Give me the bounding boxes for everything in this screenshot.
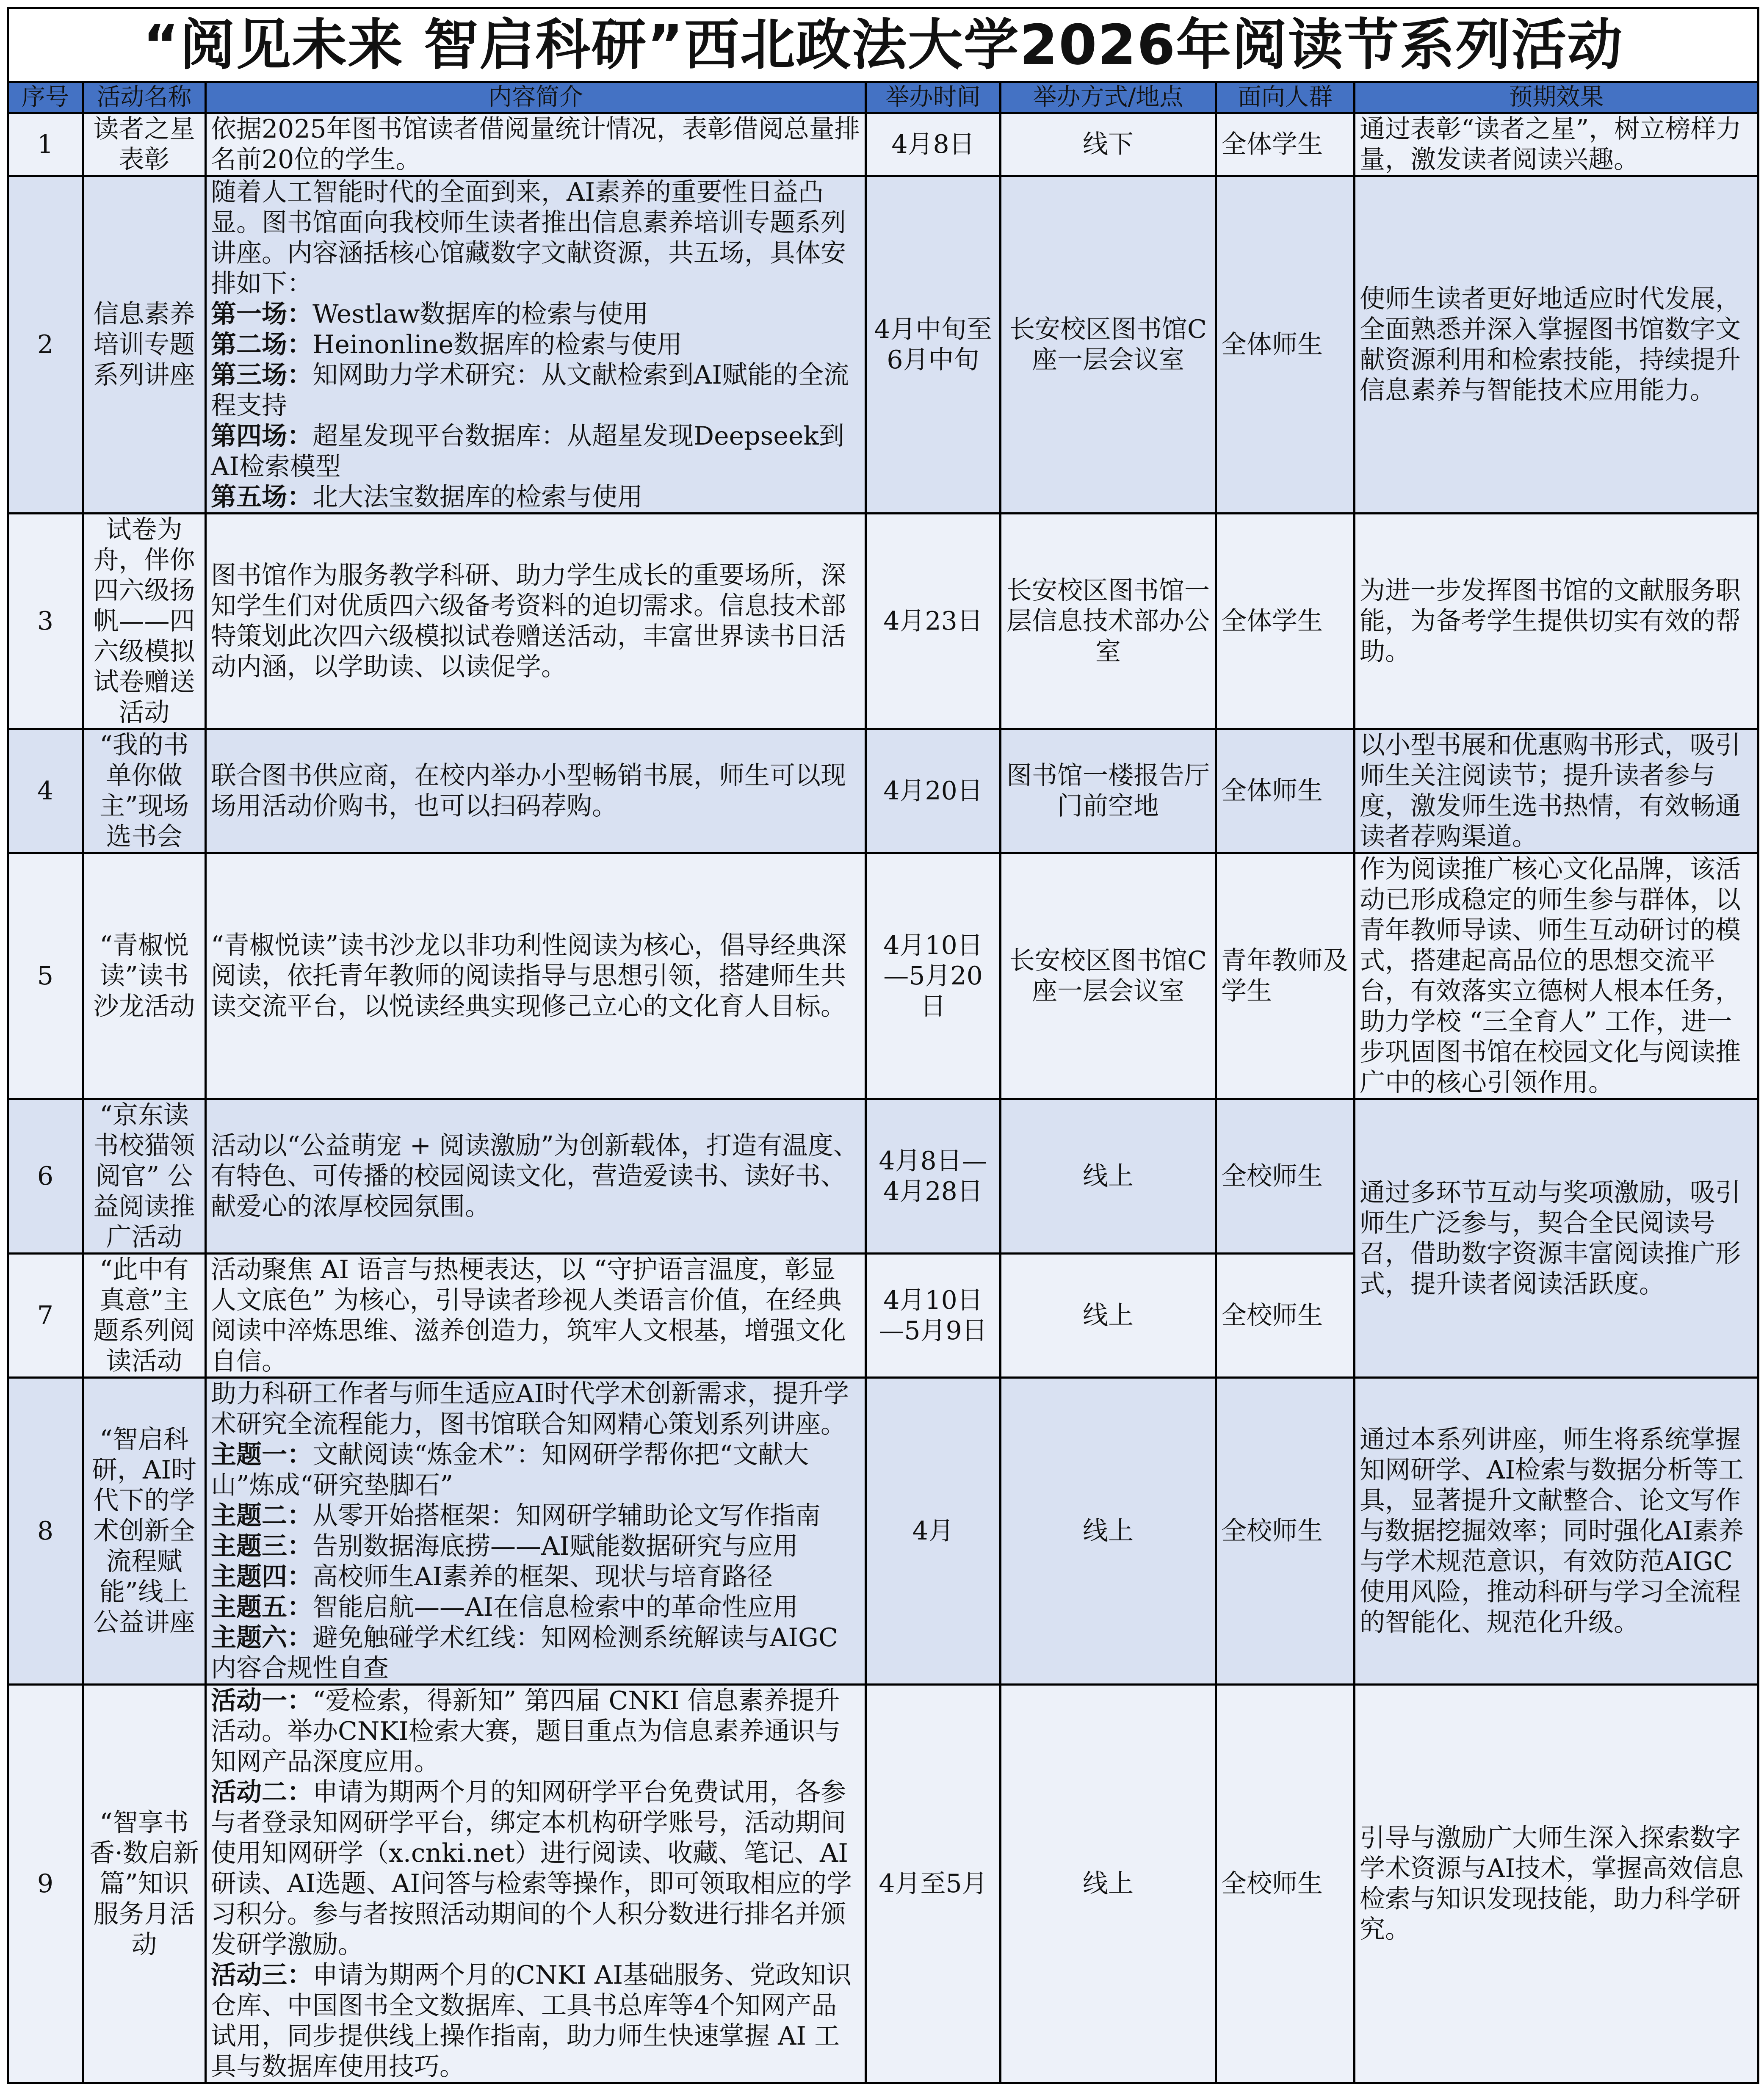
activity-audience: 全校师生 [1216,1254,1355,1378]
content-label: 第三场： [211,360,312,390]
content-paragraph [211,1255,860,1376]
col-header-effect: 预期效果 [1355,82,1758,113]
content-paragraph [211,421,860,482]
content-text: 高校师生AI素养的框架、现状与培育路径 [312,1562,773,1592]
row-number: 8 [8,1378,83,1685]
content-paragraph [211,1777,860,1960]
activity-name: “我的书单你做主”现场选书会 [83,729,206,853]
content-label: 主题三： [211,1531,312,1561]
activity-time: 4月 [866,1378,1001,1685]
table-row [8,729,1758,853]
activity-content [206,1685,866,2083]
activity-content [206,514,866,729]
row-number: 4 [8,729,83,853]
activity-time: 4月中旬至6月中旬 [866,176,1001,514]
row-number: 9 [8,1685,83,2083]
content-text: 活动以“公益萌宠 + 阅读激励”为创新载体，打造有温度、有特色、可传播的校园阅读文化，营造爱读书、读好书、献爱心的浓厚校园氛围。 [211,1131,859,1222]
content-paragraph [211,1592,860,1622]
expected-effect: 为进一步发挥图书馆的文献服务职能，为备考学生提供切实有效的帮助。 [1355,514,1758,729]
activity-audience: 全校师生 [1216,1685,1355,2083]
content-paragraph [211,177,860,299]
activity-time: 4月至5月 [866,1685,1001,2083]
content-paragraph [211,329,860,360]
activity-time: 4月10日—5月20日 [866,853,1001,1099]
content-text: “爱检索，得新知” 第四届 CNKI 信息素养提升活动。举办CNKI检索大赛，题目重点为信息素养通识与知网产品深度应用。 [211,1686,841,1777]
content-text: 活动聚焦 AI 语言与热梗表达，以 “守护语言温度，彰显人文底色” 为核心，引导读者珍视人类语言价值，在经典阅读中淬炼思维、滋养创造力，筑牢人文根基，增强文化自信。 [211,1255,846,1376]
row-number: 7 [8,1254,83,1378]
content-text: 联合图书供应商，在校内举办小型畅销书展，师生可以现场用活动价购书，也可以扫码荐购。 [211,761,846,821]
activity-table [7,7,1759,2084]
content-text: Heinonline数据库的检索与使用 [312,330,682,359]
content-label: 活动一： [211,1686,312,1716]
activity-content [206,1254,866,1378]
activity-content [206,1099,866,1254]
row-number: 1 [8,113,83,176]
content-paragraph [211,1440,860,1501]
activity-name: 信息素养培训专题系列讲座 [83,176,206,514]
content-label: 活动二： [211,1777,312,1807]
activity-content [206,113,866,176]
content-paragraph [211,1622,860,1683]
activity-audience: 全体学生 [1216,514,1355,729]
content-text: 从零开始搭框架：知网研学辅助论文写作指南 [312,1501,821,1531]
table-row [8,1378,1758,1685]
activity-audience: 全校师生 [1216,1099,1355,1254]
content-label: 主题五： [211,1592,312,1622]
activity-place: 长安校区图书馆C座一层会议室 [1001,853,1216,1099]
content-paragraph [211,1960,860,2082]
content-label: 主题六： [211,1623,312,1653]
col-header-no: 序号 [8,82,83,113]
col-header-content: 内容简介 [206,82,866,113]
content-paragraph [211,560,860,682]
header-row [8,82,1758,113]
activity-audience: 全校师生 [1216,1378,1355,1685]
content-label: 第四场： [211,421,312,451]
activity-time: 4月8日 [866,113,1001,176]
activity-content [206,729,866,853]
activity-name: 读者之星表彰 [83,113,206,176]
activity-content [206,853,866,1099]
activity-name: 试卷为舟，伴你四六级扬帆——四六级模拟试卷赠送活动 [83,514,206,729]
activity-place: 线上 [1001,1685,1216,2083]
activity-audience: 全体学生 [1216,113,1355,176]
expected-effect: 使师生读者更好地适应时代发展，全面熟悉并深入掌握图书馆数字文献资源利用和检索技能，持续提升信息素养与智能技术应用能力。 [1355,176,1758,514]
content-text: 告别数据海底捞——AI赋能数据研究与应用 [312,1531,799,1561]
page-title: “阅见未来 智启科研”西北政法大学2026年阅读节系列活动 [8,8,1758,82]
col-header-time: 举办时间 [866,82,1001,113]
content-label: 主题二： [211,1501,312,1531]
expected-effect: 通过表彰“读者之星”，树立榜样力量，激发读者阅读兴趣。 [1355,113,1758,176]
table-row [8,113,1758,176]
content-text: 申请为期两个月的CNKI AI基础服务、党政知识仓库、中国图书全文数据库、工具书总库等4个知网产品试用，同步提供线上操作指南，助力师生快速掌握 AI 工具与数据库使用技巧。 [211,1960,852,2081]
content-paragraph [211,1379,860,1440]
content-label: 主题一： [211,1440,312,1470]
content-text: “青椒悦读”读书沙龙以非功利性阅读为核心，倡导经典深阅读，依托青年教师的阅读指导与思想引领，搭建师生共读交流平台，以悦读经典实现修己立心的文化育人目标。 [211,931,847,1021]
activity-name: “智享书香·数启新篇”知识服务月活动 [83,1685,206,2083]
content-label: 活动三： [211,1960,312,1990]
table-row [8,514,1758,729]
content-paragraph [211,360,860,421]
activity-audience: 青年教师及学生 [1216,853,1355,1099]
activity-name: “智启科研，AI时代下的学术创新全流程赋能”线上公益讲座 [83,1378,206,1685]
expected-effect: 以小型书展和优惠购书形式，吸引师生关注阅读节；提升读者参与度，激发师生选书热情，有效畅通读者荐购渠道。 [1355,729,1758,853]
activity-place: 长安校区图书馆一层信息技术部办公室 [1001,514,1216,729]
activity-time: 4月23日 [866,514,1001,729]
content-label: 第五场： [211,482,312,512]
content-paragraph [211,299,860,329]
activity-place: 长安校区图书馆C座一层会议室 [1001,176,1216,514]
table-row [8,853,1758,1099]
expected-effect: 通过本系列讲座，师生将系统掌握知网研学、AI检索与数据分析等工具，显著提升文献整合、论文写作与数据挖掘效率；同时强化AI素养与学术规范意识，有效防范AIGC使用风险，推动科研与学习全流程的智能化、规范化升级。 [1355,1378,1758,1685]
activity-place: 线上 [1001,1254,1216,1378]
content-paragraph [211,1130,860,1222]
activity-content [206,1378,866,1685]
content-text: 避免触碰学术红线：知网检测系统解读与AIGC内容合规性自查 [211,1623,838,1683]
activity-name: “京东读书校猫领阅官” 公益阅读推广活动 [83,1099,206,1254]
activity-audience: 全体师生 [1216,729,1355,853]
content-text: Westlaw数据库的检索与使用 [312,299,649,329]
content-paragraph [211,1501,860,1531]
content-text: 助力科研工作者与师生适应AI时代学术创新需求，提升学术研究全流程能力，图书馆联合知网精心策划系列讲座。 [211,1379,849,1439]
table-row [8,1685,1758,2083]
content-text: 文献阅读“炼金术”：知网研学帮你把“文献大山”炼成“研究垫脚石” [211,1440,809,1500]
activity-place: 线上 [1001,1099,1216,1254]
col-header-audience: 面向人群 [1216,82,1355,113]
content-text: 超星发现平台数据库：从超星发现Deepseek到AI检索模型 [211,421,844,481]
content-paragraph [211,114,860,175]
table-row [8,1099,1758,1254]
content-text: 申请为期两个月的知网研学平台免费试用，各参与者登录知网研学平台，绑定本机构研学账号，活动期间使用知网研学（x.cnki.net）进行阅读、收藏、笔记、AI研读、AI选题、AI问答与检索等操作，即可领取相应的学习积分。参与者按照活动期间的个人积分数进行排名并颁发研学激励。 [211,1777,852,1960]
activity-name: “青椒悦读”读书沙龙活动 [83,853,206,1099]
activity-content [206,176,866,514]
content-text: 知网助力学术研究：从文献检索到AI赋能的全流程支持 [211,360,849,420]
col-header-name: 活动名称 [83,82,206,113]
content-paragraph [211,1562,860,1592]
activity-time: 4月8日—4月28日 [866,1099,1001,1254]
activity-name: “此中有真意”主题系列阅读活动 [83,1254,206,1378]
content-paragraph [211,1531,860,1562]
expected-effect: 通过多环节互动与奖项激励，吸引师生广泛参与，契合全民阅读号召，借助数字资源丰富阅读推广形式，提升读者阅读活跃度。 [1355,1099,1758,1378]
content-text: 北大法宝数据库的检索与使用 [312,482,643,512]
content-text: 随着人工智能时代的全面到来，AI素养的重要性日益凸显。图书馆面向我校师生读者推出信息素养培训专题系列讲座。内容涵括核心馆藏数字文献资源，共五场，具体安排如下： [211,177,846,299]
expected-effect: 作为阅读推广核心文化品牌，该活动已形成稳定的师生参与群体，以青年教师导读、师生互动研讨的模式，搭建起高品位的思想交流平台，有效落实立德树人根本任务，助力学校 “三全育人” 工作，进一步巩固图书馆在校园文化与阅读推广中的核心引领作用。 [1355,853,1758,1099]
expected-effect: 引导与激励广大师生深入探索数字学术资源与AI技术，掌握高效信息检索与知识发现技能，助力科学研究。 [1355,1685,1758,2083]
row-number: 2 [8,176,83,514]
activity-audience: 全体师生 [1216,176,1355,514]
content-paragraph [211,482,860,512]
content-paragraph [211,760,860,821]
content-paragraph [211,1686,860,1777]
content-text: 依据2025年图书馆读者借阅量统计情况，表彰借阅总量排名前20位的学生。 [211,114,860,174]
content-label: 第二场： [211,330,312,359]
activity-place: 线下 [1001,113,1216,176]
row-number: 5 [8,853,83,1099]
col-header-place: 举办方式/地点 [1001,82,1216,113]
content-label: 主题四： [211,1562,312,1592]
content-label: 第一场： [211,299,312,329]
row-number: 6 [8,1099,83,1254]
activity-place: 图书馆一楼报告厅门前空地 [1001,729,1216,853]
content-paragraph [211,930,860,1022]
table-row [8,176,1758,514]
content-text: 图书馆作为服务教学科研、助力学生成长的重要场所，深知学生们对优质四六级备考资料的迫切需求。信息技术部特策划此次四六级模拟试卷赠送活动，丰富世界读书日活动内涵，以学助读、以读促学。 [211,561,846,682]
activity-time: 4月10日—5月9日 [866,1254,1001,1378]
row-number: 3 [8,514,83,729]
activity-place: 线上 [1001,1378,1216,1685]
content-text: 智能启航——AI在信息检索中的革命性应用 [312,1592,799,1622]
activity-time: 4月20日 [866,729,1001,853]
